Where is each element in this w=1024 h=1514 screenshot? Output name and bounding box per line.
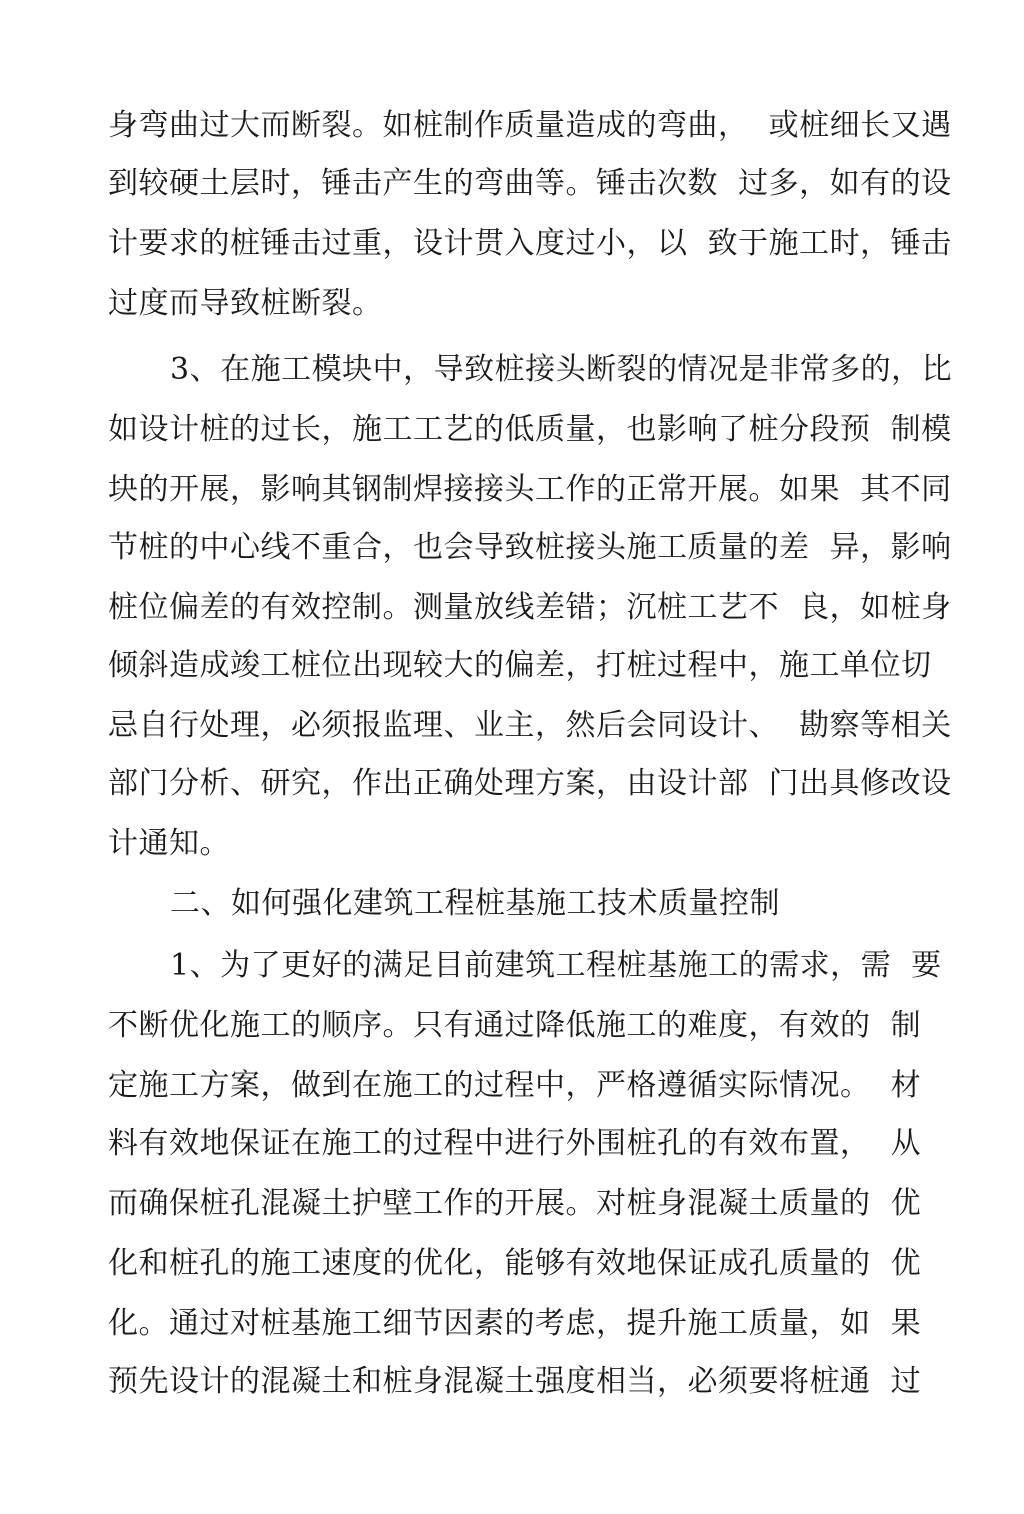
text-line-17: 定施工方案，做到在施工的过程中，严格遵循实际情况。 材: [108, 1068, 922, 1103]
text-line-16: 不断优化施工的顺序。只有通过降低施工的难度，有效的 制: [108, 1008, 922, 1043]
text-line-8: 节桩的中心线不重合，也会导致桩接头施工质量的差 异，影响: [108, 530, 952, 565]
text-line-12: 部门分析、研究，作出正确处理方案，由设计部 门出具修改设: [108, 766, 952, 801]
text-line-6: 如设计桩的过长，施工工艺的低质量，也影响了桩分段预 制模: [108, 412, 952, 447]
text-line-19: 而确保桩孔混凝土护壁工作的开展。对桩身混凝土质量的 优: [108, 1186, 922, 1221]
text-line-2: 到较硬土层时，锤击产生的弯曲等。锤击次数 过多，如有的设: [108, 166, 952, 201]
text-line-13: 计通知。: [108, 826, 230, 861]
text-line-20: 化和桩孔的施工速度的优化，能够有效地保证成孔质量的 优: [108, 1246, 922, 1281]
text-line-4: 过度而导致桩断裂。: [108, 286, 383, 321]
text-line-22: 预先设计的混凝土和桩身混凝土强度相当，必须要将桩通 过: [108, 1364, 922, 1399]
text-line-11: 忌自行处理，必须报监理、业主，然后会同设计、 勘察等相关: [108, 708, 952, 743]
text-line-7: 块的开展，影响其钢制焊接接头工作的正常开展。如果 其不同: [108, 472, 952, 507]
text-line-18: 料有效地保证在施工的过程中进行外围桩孔的有效布置， 从: [108, 1126, 922, 1161]
section-heading: 二、如何强化建筑工程桩基施工技术质量控制: [170, 886, 780, 921]
text-line-21: 化。通过对桩基施工细节因素的考虑，提升施工质量，如 果: [108, 1306, 922, 1341]
paragraph-1-start: 1、为了更好的满足目前建筑工程桩基施工的需求，需 要: [170, 948, 942, 983]
text-line-9: 桩位偏差的有效控制。测量放线差错；沉桩工艺不 良，如桩身: [108, 590, 952, 625]
text-line-3: 计要求的桩锤击过重，设计贯入度过小，以 致于施工时，锤击: [108, 226, 952, 261]
text-line-1: 身弯曲过大而断裂。如桩制作质量造成的弯曲， 或桩细长又遇: [108, 108, 952, 143]
paragraph-3-start: 3、在施工模块中，导致桩接头断裂的情况是非常多的，比: [170, 352, 953, 387]
text-line-10: 倾斜造成竣工桩位出现较大的偏差，打桩过程中，施工单位切: [108, 648, 932, 683]
